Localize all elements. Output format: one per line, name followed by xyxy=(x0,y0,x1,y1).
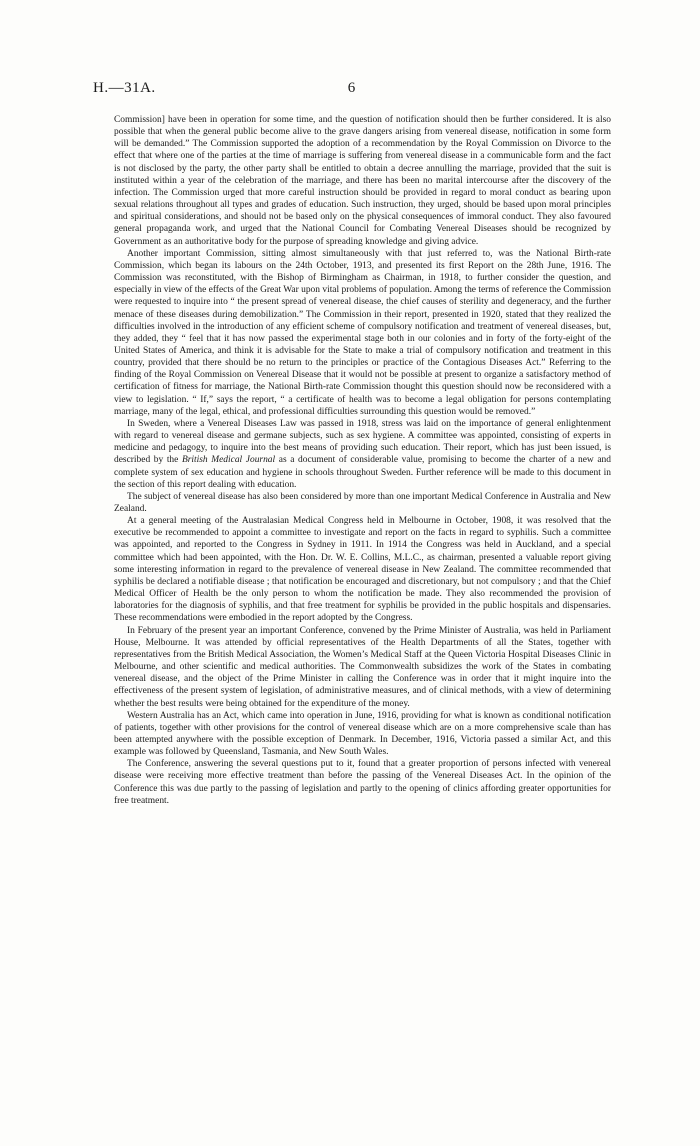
paragraph-royal-commission-continued: Commission] have been in operation for some time, and the question of notification should then be further considered. It is also possible that when the general public become alive to the grave dangers arising from venereal disease, notification in some form will be demanded.” The Commission supported the adoption of a recommendation by the Royal Commission on Divorce to the effect that where one of the parties at the time of marriage is suffering from venereal disease in a communicable form and the fact is not disclosed by the party, the other party shall be entitled to obtain a decree annulling the marriage, provided that the suit is instituted within a year of the celebration of the marriage, and there has been no marital intercourse after the discovery of the infection. The Commission urged that more careful instruction should be provided in regard to moral conduct as bearing upon sexual relations throughout all types and grades of education. Such instruction, they urged, should be based upon moral principles and spiritual considerations, and should not be based only on the physical consequences of immoral conduct. They also favoured general propaganda work, and urged that the National Council for Combating Venereal Diseases should be recognized by Government as an authoritative body for the purpose of spreading knowledge and giving advice. xyxy=(114,115,611,247)
body-text xyxy=(114,114,611,807)
paragraph-conference-findings: The Conference, answering the several questions put to it, found that a greater proportion of persons infected with venereal disease were receiving more effective treatment than before the passing of the Venereal Diseases Act. In the opinion of the Conference this was due partly to the passing of legislation and partly to the opening of clinics affording greater opportunities for free treatment. xyxy=(114,759,611,806)
paragraph-western-australia-act: Western Australia has an Act, which came into operation in June, 1916, providing for what is known as conditional notification of patients, together with other provisions for the control of venereal disease which are on a more comprehensive scale than has been attempted anywhere with the possible exception of Denmark. In December, 1916, Victoria passed a similar Act, and this example was followed by Queensland, Tasmania, and New South Wales. xyxy=(114,710,611,758)
paragraph-sweden-text-after: as a document of considerable value, promising to become the charter of a new and complete system of sex education and hygiene in schools throughout Sweden. Further reference will be made to this document in the section of this report dealing with education. xyxy=(114,455,611,490)
paragraph-australasian-congress: At a general meeting of the Australasian Medical Congress held in Melbourne in October, 1908, it was resolved that the executive be recommended to appoint a committee to investigate and report on the facts in regard to syphilis. Such a committee was appointed, and reported to the Congress in Sydney in 1911. In 1914 the Congress was held in Auckland, and a special committee which had been appointed, with the Hon. Dr. W. E. Collins, M.L.C., as chairman, presented a valuable report giving some interesting information in regard to the prevalence of venereal disease in New Zealand. The committee recommended that syphilis be declared a notifiable disease ; that notification be encouraged and discretionary, but not compulsory ; and that the Chief Medical Officer of Health be the only person to whom the notification be made. They also recommended the provision of laboratories for the diagnosis of syphilis, and that free treatment for syphilis be provided in the public hospitals and dispensaries. These recommendations were embodied in the report adopted by the Congress. xyxy=(114,516,611,624)
document-reference: H.—31A. xyxy=(93,80,156,96)
paragraph-birth-rate-commission: Another important Commission, sitting almost simultaneously with that just referred to, was the National Birth-rate Commission, which began its labours on the 24th October, 1913, and presented its first Report on the 28th June, 1916. The Commission was reconstituted, with the Bishop of Birmingham as Chairman, in 1918, to further consider the question, and especially in view of the effects of the Great War upon vital problems of population. Among the terms of reference the Commission were requested to inquire into “ the present spread of venereal disease, the chief causes of sterility and degeneracy, and the further menace of these diseases during demobilization.” The Commission in their report, presented in 1920, stated that they realized the difficulties involved in the introduction of any efficient scheme of compulsory notification and treatment of venereal diseases, but, they added, they “ feel that it has now passed the experimental stage both in our colonies and in forty of the forty-eight of the United States of America, and think it is advisable for the State to make a trial of compulsory notification and treatment in this country, provided that there should be no return to the principles or practice of the Contagious Diseases Act.” Referring to the finding of the Royal Commission on Venereal Disease that it would not be possible at present to organize a satisfactory method of certification of fitness for marriage, the National Birth-rate Commission thought this question should now be reconsidered with a view to legislation. “ If,” says the report, “ a certificate of health was to become a legal obligation for persons contemplating marriage, many of the legal, ethical, and professional difficulties surrounding this question would be removed.” xyxy=(114,248,611,417)
page-header xyxy=(93,80,610,102)
paragraph-medical-conferences: The subject of venereal disease has also been considered by more than one important Medical Conference in Australia and New Zealand. xyxy=(114,491,611,514)
journal-title: British Medical Journal xyxy=(181,455,276,466)
paragraph-sweden xyxy=(114,418,611,491)
paragraph-melbourne-conference: In February of the present year an important Conference, convened by the Prime Minister of Australia, was held in Parliament House, Melbourne. It was attended by official representatives of the Health Departments of all the States, together with representatives from the British Medical Association, the Women’s Medical Staff at the Queen Victoria Hospital Diseases Clinic in Melbourne, and other scientific and medical authorities. The Commonwealth subsidizes the work of the States in combating venereal disease, and the object of the Prime Minister in calling the Conference was in order that it might inquire into the effectiveness of the present system of legislation, of administrative measures, and of clinical methods, with a view of determining whether the best results were being obtained for the expenditure of the money. xyxy=(114,625,611,709)
paragraph-sweden-text-before: In Sweden, where a Venereal Diseases Law was passed in 1918, stress was laid on the importance of general enlightenment with regard to venereal disease and germane subjects, such as sex hygiene. A committee was appointed, consisting of experts in medicine and pedagogy, to inquire into the best means of providing such education. Their report, which has just been issued, is described by the xyxy=(114,418,611,466)
page-number: 6 xyxy=(347,80,356,96)
